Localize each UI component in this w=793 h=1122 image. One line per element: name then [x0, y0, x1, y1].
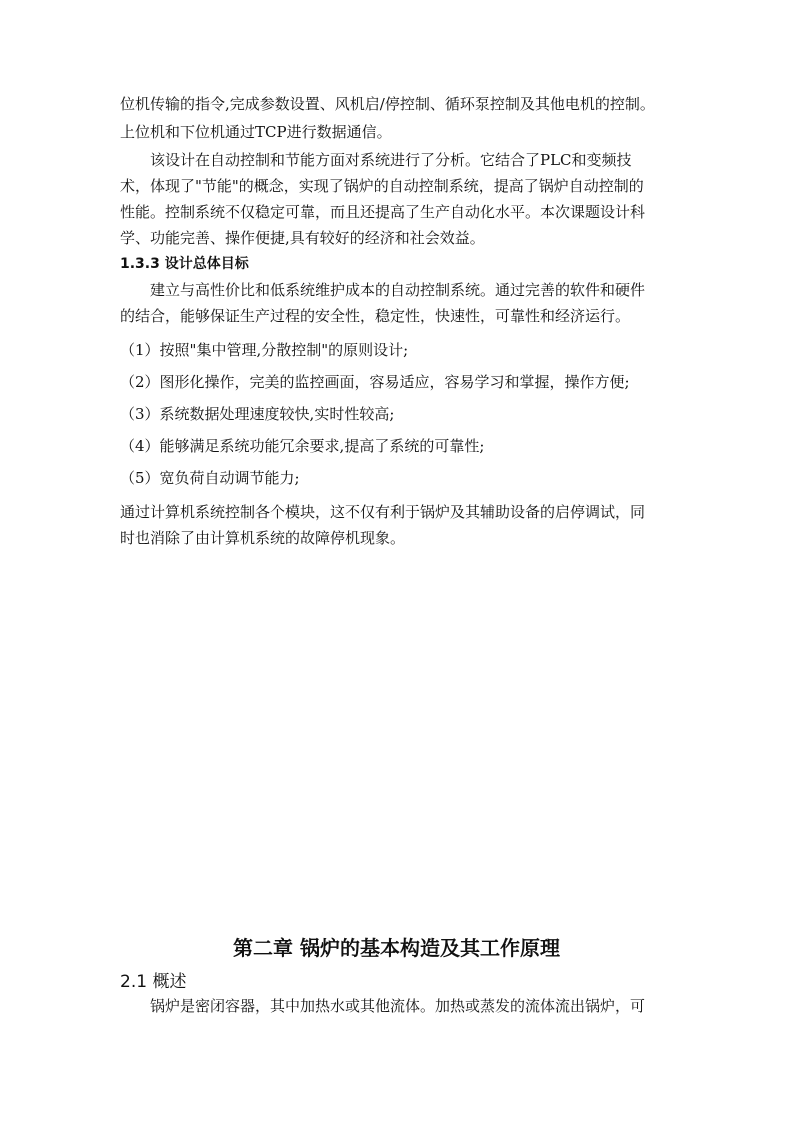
- list-item: （3）系统数据处理速度较快,实时性较高;: [120, 405, 395, 423]
- paragraph-line: 锅炉是密闭容器，其中加热水或其他流体。加热或蒸发的流体流出锅炉，可: [150, 997, 646, 1015]
- list-item: （4）能够满足系统功能冗余要求,提高了系统的可靠性;: [120, 437, 485, 455]
- paragraph-line: 学、功能完善、操作便捷,具有较好的经济和社会效益。: [120, 229, 485, 247]
- list-item: （2）图形化操作，完美的监控画面，容易适应，容易学习和掌握，操作方便;: [120, 373, 630, 391]
- list-item: （5）宽负荷自动调节能力;: [120, 469, 300, 487]
- chapter-title: 第二章 锅炉的基本构造及其工作原理: [233, 936, 560, 960]
- section-heading-1-3-3: 1.3.3 设计总体目标: [120, 256, 249, 272]
- paragraph-line: 术，体现了"节能"的概念，实现了锅炉的自动控制系统，提高了锅炉自动控制的: [120, 177, 644, 195]
- paragraph-line: 的结合，能够保证生产过程的安全性，稳定性，快速性，可靠性和经济运行。: [120, 307, 631, 325]
- paragraph-line: 上位机和下位机通过TCP进行数据通信。: [120, 123, 392, 141]
- paragraph-line: 建立与高性价比和低系统维护成本的自动控制系统。通过完善的软件和硬件: [150, 281, 646, 299]
- paragraph-line: 位机传输的指令,完成参数设置、风机启/停控制、循环泵控制及其他电机的控制。: [120, 95, 655, 113]
- paragraph-line: 时也消除了由计算机系统的故障停机现象。: [120, 529, 406, 547]
- list-item: （1）按照"集中管理,分散控制"的原则设计;: [120, 341, 409, 359]
- paragraph-line: 性能。控制系统不仅稳定可靠，而且还提高了生产自动化水平。本次课题设计科: [120, 203, 646, 221]
- section-heading-2-1: 2.1 概述: [120, 972, 187, 992]
- paragraph-line: 该设计在自动控制和节能方面对系统进行了分析。它结合了PLC和变频技: [150, 151, 632, 169]
- paragraph-line: 通过计算机系统控制各个模块，这不仅有利于锅炉及其辅助设备的启停调试，同: [120, 503, 646, 521]
